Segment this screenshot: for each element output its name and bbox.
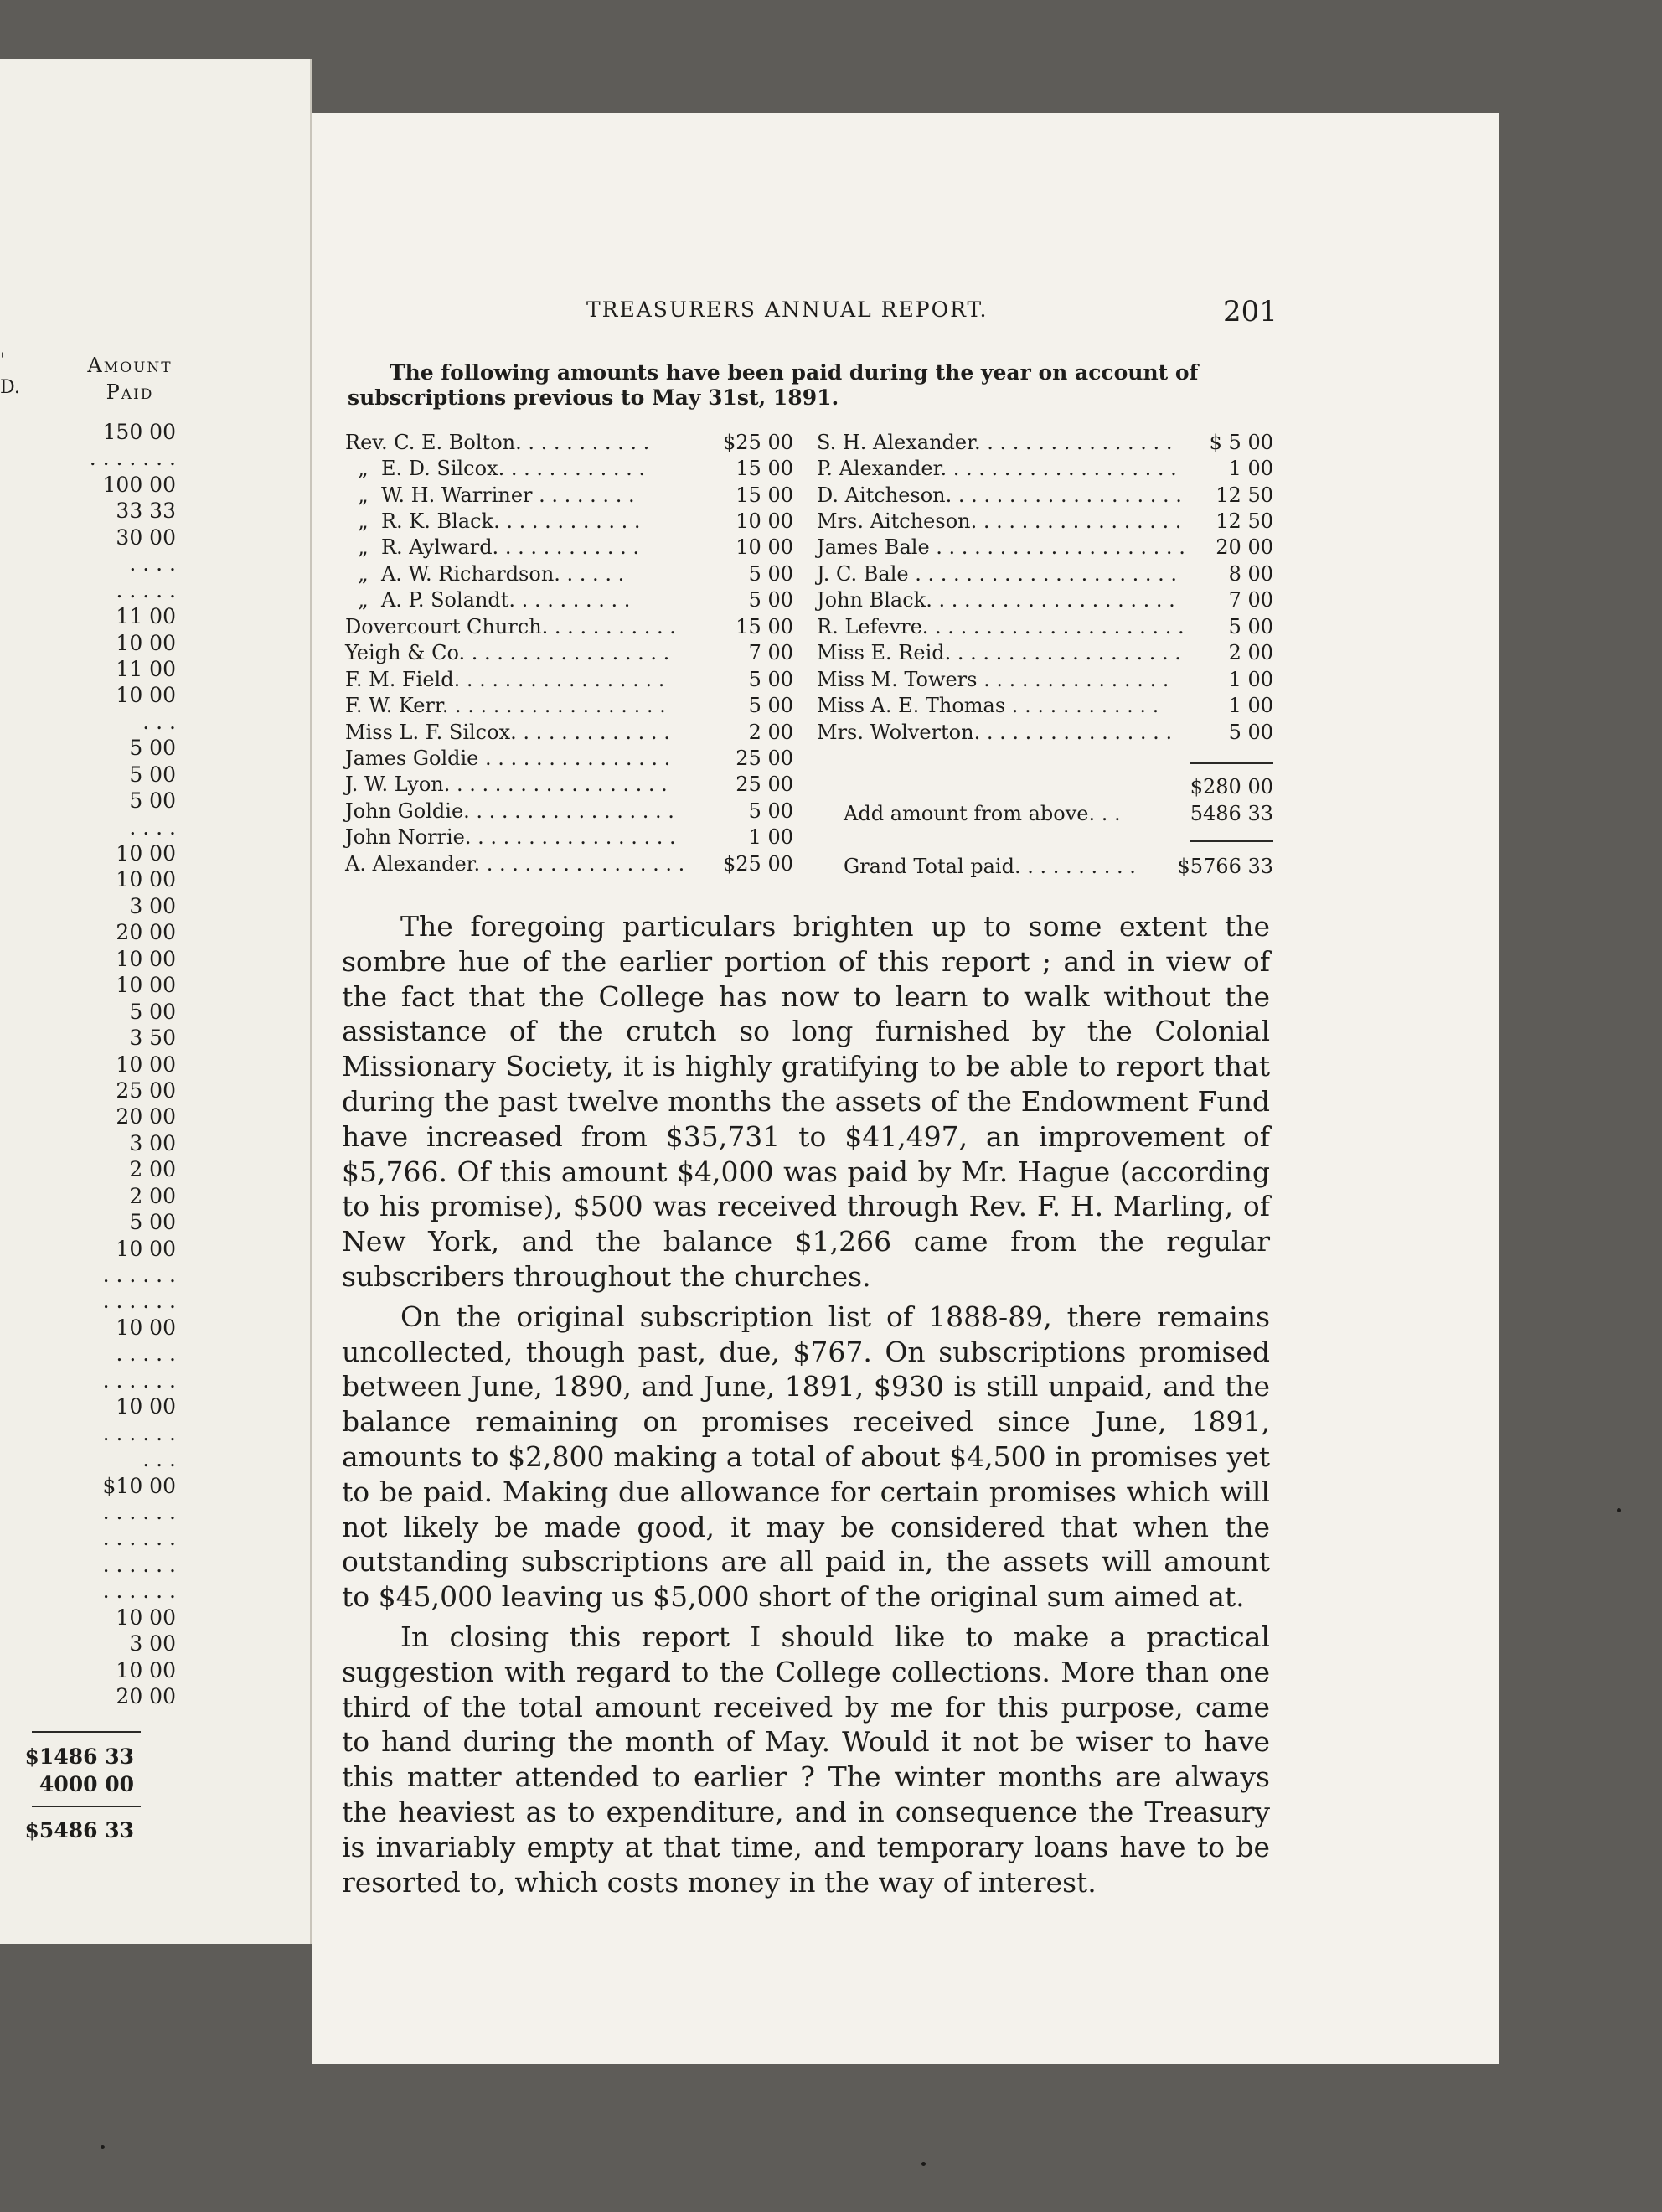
subscription-amount: $25 00 bbox=[723, 430, 793, 454]
subscription-amount: 5 00 bbox=[748, 561, 793, 586]
subscription-amount: 15 00 bbox=[736, 614, 793, 638]
subscriber-name: J. W. Lyon. . . . . . . . . . . . . . . . . . bbox=[345, 773, 668, 797]
subscriber-name: Miss A. E. Thomas . . . . . . . . . . . . bbox=[817, 694, 1159, 718]
amount-paid-entry: 3 50 bbox=[129, 1026, 176, 1051]
amount-paid-entry: 20 00 bbox=[116, 1104, 176, 1129]
left-subtotal: $1486 33 bbox=[24, 1744, 134, 1769]
subscription-amount: 1 00 bbox=[1228, 667, 1273, 691]
subscription-amount: 10 00 bbox=[736, 509, 793, 534]
subscription-row bbox=[345, 798, 793, 824]
amount-paid-entry: 3 00 bbox=[129, 1130, 176, 1155]
amount-paid-entry: . . . . . bbox=[116, 1341, 176, 1367]
scan-speck bbox=[101, 2145, 105, 2149]
left-grand-total: $5486 33 bbox=[24, 1818, 134, 1842]
amount-paid-entry: 5 00 bbox=[129, 736, 176, 761]
grand-total-value: $5766 33 bbox=[1177, 855, 1273, 878]
subscription-row bbox=[345, 692, 793, 718]
amount-paid-entry: 10 00 bbox=[116, 1315, 176, 1340]
amount-paid-entry: . . . . . . bbox=[102, 1579, 176, 1604]
subscription-row bbox=[345, 429, 793, 455]
subscription-amount: 10 00 bbox=[736, 535, 793, 560]
amount-paid-entry: 10 00 bbox=[116, 973, 176, 998]
subscriber-name: James Goldie . . . . . . . . . . . . . . . bbox=[345, 746, 671, 770]
amount-paid-entry: 10 00 bbox=[116, 1052, 176, 1077]
amount-paid-entry: 10 00 bbox=[116, 1394, 176, 1419]
subscriber-name: Miss M. Towers . . . . . . . . . . . . . . . bbox=[817, 667, 1169, 691]
subscription-row bbox=[345, 482, 793, 508]
left-total-rule bbox=[32, 1731, 141, 1733]
subscription-row bbox=[345, 772, 793, 798]
subscription-amount: 5 00 bbox=[748, 588, 793, 612]
amount-paid-entry: . . . . . . . bbox=[89, 446, 176, 471]
subscription-amount: 25 00 bbox=[736, 773, 793, 797]
amount-paid-entry: . . . bbox=[142, 1447, 176, 1472]
subscriptions-left-column bbox=[345, 429, 793, 876]
subscriber-name: F. W. Kerr. . . . . . . . . . . . . . . . . . bbox=[345, 694, 666, 718]
subscriber-name: John Black. . . . . . . . . . . . . . . . . . . . bbox=[817, 588, 1175, 612]
amount-paid-entry: . . . . . bbox=[116, 577, 176, 602]
amount-paid-entry: 10 00 bbox=[116, 1657, 176, 1682]
subscription-amount: 5 00 bbox=[748, 667, 793, 691]
subscription-row bbox=[817, 455, 1273, 481]
amount-paid-entry: 5 00 bbox=[129, 1210, 176, 1235]
amount-paid-entry: 33 33 bbox=[116, 499, 176, 524]
amount-paid-entry: 5 00 bbox=[129, 999, 176, 1024]
amount-paid-entry: 100 00 bbox=[102, 472, 176, 497]
grand-total-label: Grand Total paid. . . . . . . . . . bbox=[844, 855, 1136, 878]
amount-paid-entry: 150 00 bbox=[102, 420, 176, 444]
subscriber-name: Dovercourt Church. . . . . . . . . . . bbox=[345, 614, 676, 638]
amount-paid-entry: 11 00 bbox=[116, 604, 176, 629]
paragraph: In closing this report I should like to make a practical suggestion with regard to the College collections. More than one third of the total amount received by me for this purpose, came to hand during the month of May. Would it not be wiser to have this matter attended to earlier ? The winter months are always the heaviest as to expenditure, and in consequence the Treasury is invariably empty at that time, and temporary loans have to be resorted to, which costs money in the way of interest. bbox=[342, 1620, 1270, 1899]
subscription-amount: 2 00 bbox=[748, 720, 793, 744]
amount-paid-entry: 10 00 bbox=[116, 841, 176, 866]
subscriber-name: S. H. Alexander. . . . . . . . . . . . . . . . bbox=[817, 430, 1173, 454]
amount-paid-entry: 10 00 bbox=[116, 1605, 176, 1630]
subscription-amount: 7 00 bbox=[748, 641, 793, 665]
subscription-amount: 8 00 bbox=[1228, 561, 1273, 586]
page-number: 201 bbox=[1223, 295, 1277, 328]
amount-paid-column bbox=[17, 419, 176, 1709]
subscriber-name: „ A. W. Richardson. . . . . . bbox=[345, 561, 625, 586]
subscription-row bbox=[345, 666, 793, 692]
amount-paid-entry: 10 00 bbox=[116, 683, 176, 708]
add-amount-label: Add amount from above. . . bbox=[844, 802, 1121, 825]
amount-paid-entry: 20 00 bbox=[116, 1684, 176, 1708]
subscription-row bbox=[817, 719, 1273, 745]
subscriber-name: Yeigh & Co. . . . . . . . . . . . . . . . . bbox=[345, 641, 670, 665]
subscription-row bbox=[345, 613, 793, 639]
subscriber-name: R. Lefevre. . . . . . . . . . . . . . . . . . . . . bbox=[817, 614, 1185, 638]
subscription-row bbox=[345, 508, 793, 534]
subscriber-name: Rev. C. E. Bolton. . . . . . . . . . . bbox=[345, 430, 650, 454]
intro-text: The following amounts have been paid during the year on account of subscriptions previous to May 31st, 1891. bbox=[348, 360, 1199, 410]
subscription-row bbox=[345, 561, 793, 587]
subscription-amount: 5 00 bbox=[1228, 614, 1273, 638]
subscription-amount: 1 00 bbox=[1228, 694, 1273, 718]
amount-paid-entry: 10 00 bbox=[116, 867, 176, 892]
report-body bbox=[342, 909, 1270, 1904]
subscriber-name: J. C. Bale . . . . . . . . . . . . . . . . . . . . . bbox=[817, 561, 1178, 586]
subscription-row bbox=[345, 745, 793, 771]
left-addition: 4000 00 bbox=[39, 1772, 134, 1796]
scan-speck bbox=[921, 2162, 926, 2166]
subscriber-name: Mrs. Aitcheson. . . . . . . . . . . . . . . . . bbox=[817, 509, 1182, 534]
amount-paid-entry: . . . . . . bbox=[102, 1367, 176, 1393]
subscription-amount: 15 00 bbox=[736, 457, 793, 481]
subscription-row bbox=[345, 455, 793, 481]
subscription-row bbox=[817, 587, 1273, 613]
subscriber-name: Miss L. F. Silcox. . . . . . . . . . . . . bbox=[345, 720, 670, 744]
amount-paid-entry: 2 00 bbox=[129, 1157, 176, 1182]
subscription-amount: 20 00 bbox=[1216, 535, 1273, 560]
amount-paid-entry: . . . . bbox=[129, 551, 176, 576]
amount-paid-entry: 10 00 bbox=[116, 630, 176, 655]
paid-header-line: Paid bbox=[106, 380, 154, 404]
amount-paid-entry: 3 00 bbox=[129, 893, 176, 918]
grand-total-rule bbox=[1190, 840, 1273, 842]
amount-paid-entry: . . . . . . bbox=[102, 1499, 176, 1524]
subscriber-name: John Norrie. . . . . . . . . . . . . . . . . bbox=[345, 825, 676, 850]
subscription-row bbox=[817, 482, 1273, 508]
amount-paid-entry: . . . . . . bbox=[102, 1289, 176, 1314]
subscription-row bbox=[817, 613, 1273, 639]
amount-paid-entry: 3 00 bbox=[129, 1631, 176, 1656]
subscription-row bbox=[345, 640, 793, 666]
subscription-amount: $25 00 bbox=[723, 851, 793, 876]
subscription-row bbox=[345, 535, 793, 561]
amount-paid-entry: 11 00 bbox=[116, 656, 176, 681]
subscription-amount: 1 00 bbox=[1228, 457, 1273, 481]
subscription-amount: 25 00 bbox=[736, 746, 793, 770]
subscription-row bbox=[817, 666, 1273, 692]
amount-paid-entry: 10 00 bbox=[116, 946, 176, 971]
right-subtotal: $280 00 bbox=[1190, 775, 1273, 798]
subscription-amount: 12 50 bbox=[1216, 509, 1273, 534]
subscription-row bbox=[345, 850, 793, 876]
paragraph: The foregoing particulars brighten up to some extent the sombre hue of the earlier portion of this report ; and in view of the fact that the College has now to learn to walk without the assistance of the crutch so long furnished by the Colonial Missionary Society, it is highly gratifying to be able to report that during the past twelve months the assets of the Endowment Fund have increased from $35,731 to $41,497, an improvement of $5,766. Of this amount $4,000 was paid by Mr. Hague (according to his promise), $500 was received through Rev. F. H. Marling, of New York, and the balance $1,266 came from the regular subscribers throughout the churches. bbox=[342, 910, 1270, 1293]
subscription-amount: 5 00 bbox=[748, 798, 793, 823]
amount-paid-entry: 20 00 bbox=[116, 920, 176, 945]
amount-paid-header bbox=[71, 352, 188, 406]
subscriber-name: „ W. H. Warriner . . . . . . . . bbox=[345, 483, 635, 507]
subscription-amount: 12 50 bbox=[1216, 483, 1273, 507]
subscription-row bbox=[345, 587, 793, 613]
subtotal-rule bbox=[1190, 762, 1273, 764]
amount-paid-entry: 5 00 bbox=[129, 788, 176, 814]
subscription-amount: 5 00 bbox=[1228, 720, 1273, 744]
subscription-row bbox=[817, 508, 1273, 534]
amount-paid-entry: . . . . . . bbox=[102, 1552, 176, 1577]
subscription-amount: 7 00 bbox=[1228, 588, 1273, 612]
subscription-row bbox=[817, 535, 1273, 561]
subscription-amount: 1 00 bbox=[748, 825, 793, 850]
subscription-row bbox=[817, 561, 1273, 587]
amount-paid-entry: . . . bbox=[142, 709, 176, 734]
subscription-amount: 2 00 bbox=[1228, 641, 1273, 665]
subscription-row bbox=[817, 640, 1273, 666]
subscriber-name: D. Aitcheson. . . . . . . . . . . . . . . . . . . bbox=[817, 483, 1182, 507]
subscription-row bbox=[817, 429, 1273, 455]
subscriber-name: „ R. K. Black. . . . . . . . . . . . bbox=[345, 509, 641, 534]
running-head: TREASURERS ANNUAL REPORT. bbox=[586, 297, 988, 322]
subscription-amount: $ 5 00 bbox=[1209, 430, 1273, 454]
subscriber-name: Miss E. Reid. . . . . . . . . . . . . . . . . . . bbox=[817, 641, 1181, 665]
amount-paid-entry: . . . . . . bbox=[102, 1420, 176, 1445]
left-fragment: ' bbox=[0, 350, 6, 371]
amount-paid-entry: 30 00 bbox=[116, 525, 176, 550]
amount-paid-entry: 2 00 bbox=[129, 1183, 176, 1208]
left-fragment: D. bbox=[0, 377, 20, 398]
subscriber-name: P. Alexander. . . . . . . . . . . . . . . . . . . bbox=[817, 457, 1177, 481]
amount-paid-entry: . . . . bbox=[129, 814, 176, 840]
subscriber-name: „ A. P. Solandt. . . . . . . . . . bbox=[345, 588, 631, 612]
add-amount-value: 5486 33 bbox=[1190, 802, 1273, 825]
amount-header-line: Amount bbox=[87, 354, 173, 377]
subscriber-name: John Goldie. . . . . . . . . . . . . . . . . bbox=[345, 798, 674, 823]
left-total-rule bbox=[32, 1806, 141, 1807]
scan-speck bbox=[1617, 1508, 1621, 1512]
amount-paid-entry: 25 00 bbox=[116, 1078, 176, 1103]
subscriptions-right-column bbox=[817, 429, 1273, 745]
subscription-row bbox=[817, 692, 1273, 718]
amount-paid-entry: 5 00 bbox=[129, 762, 176, 787]
subscriber-name: „ R. Aylward. . . . . . . . . . . . bbox=[345, 535, 640, 560]
subscription-row bbox=[345, 824, 793, 850]
amount-paid-entry: $10 00 bbox=[102, 1473, 176, 1498]
paragraph: On the original subscription list of 1888-89, there remains uncollected, though past, due, $767. On subscriptions promised between June, 1890, and June, 1891, $930 is still unpaid, and the balance remaining on promises received since June, 1891, amounts to $2,800 making a total of about $4,500 in promises yet to be paid. Making due allowance for certain promises which will not likely be made good, it may be considered that when the outstanding subscriptions are all paid in, the assets will amount to $45,000 leaving us $5,000 short of the original sum aimed at. bbox=[342, 1300, 1270, 1614]
subscriber-name: F. M. Field. . . . . . . . . . . . . . . . . bbox=[345, 667, 665, 691]
subscription-row bbox=[345, 719, 793, 745]
amount-paid-entry: . . . . . . bbox=[102, 1263, 176, 1287]
amount-paid-entry: . . . . . . bbox=[102, 1526, 176, 1551]
subscription-amount: 15 00 bbox=[736, 483, 793, 507]
amount-paid-entry: 10 00 bbox=[116, 1236, 176, 1261]
subscriber-name: A. Alexander. . . . . . . . . . . . . . . . . bbox=[345, 851, 685, 876]
subscriber-name: James Bale . . . . . . . . . . . . . . . . . . . . bbox=[817, 535, 1185, 560]
subscriber-name: „ E. D. Silcox. . . . . . . . . . . . bbox=[345, 457, 646, 481]
subscription-amount: 5 00 bbox=[748, 694, 793, 718]
subscriber-name: Mrs. Wolverton. . . . . . . . . . . . . . . . bbox=[817, 720, 1173, 744]
